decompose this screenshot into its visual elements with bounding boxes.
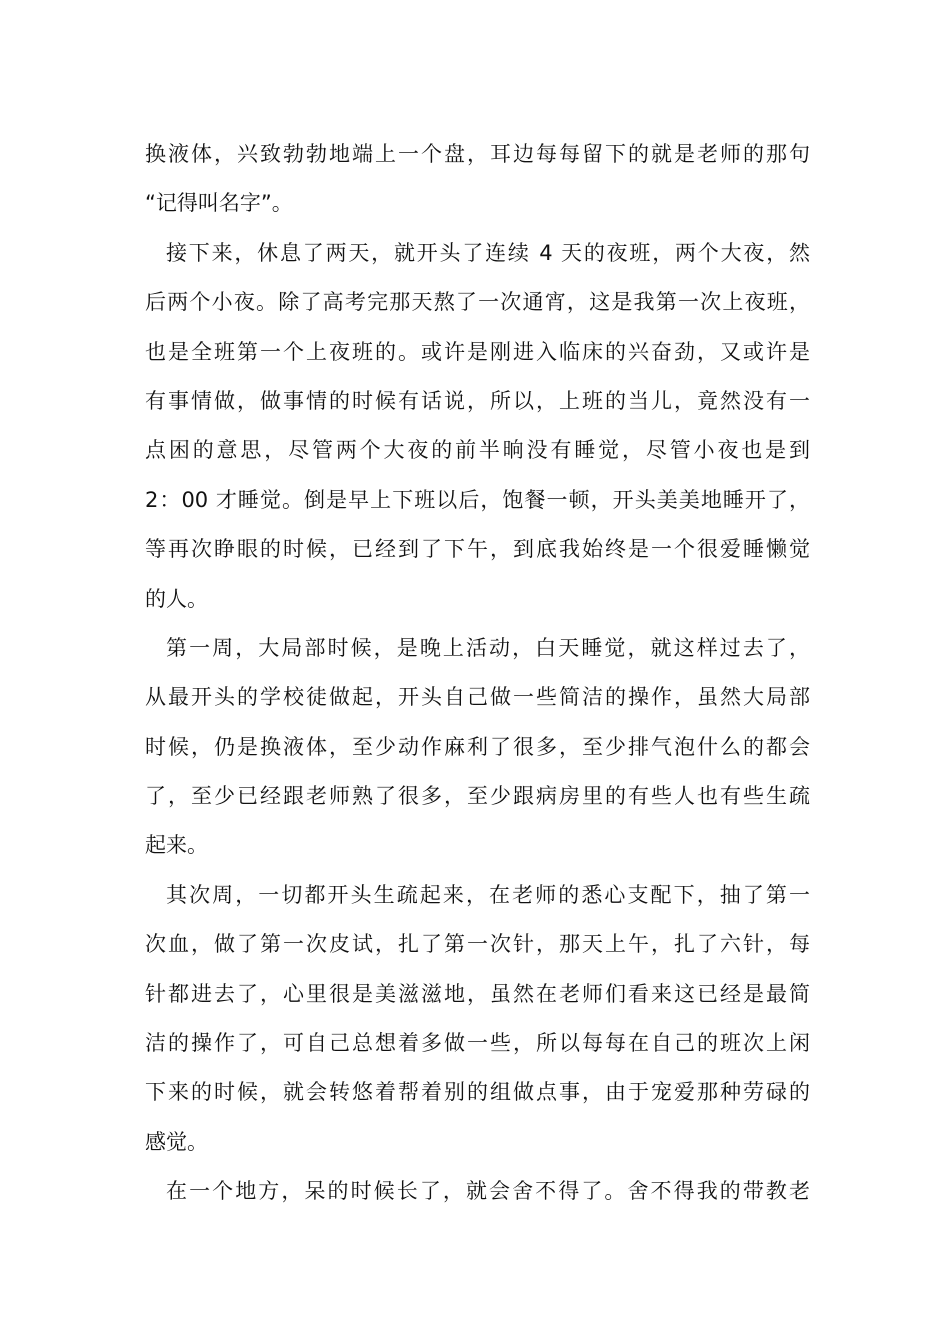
paragraph-3-line-2: 从最开头的学校徒做起，开头自己做一些简洁的操作，虽然大局部 xyxy=(145,685,810,710)
paragraph-3-line-5: 起来。 xyxy=(145,833,208,858)
paragraph-5-line-1: 在一个地方，呆的时候长了，就会舍不得了。舍不得我的带教老 xyxy=(166,1179,810,1204)
body-text xyxy=(145,130,810,1217)
paragraph-4-line-2: 次血，做了第一次皮试，扎了第一次针，那天上午，扎了六针，每 xyxy=(145,932,810,957)
paragraph-4-line-6: 感觉。 xyxy=(145,1129,208,1154)
paragraph-2-line-3: 也是全班第一个上夜班的。或许是刚进入临床的兴奋劲，又或许是 xyxy=(145,339,810,364)
paragraph-2-line-6: 2：00 才睡觉。倒是早上下班以后，饱餐一顿，开头美美地睡开了， xyxy=(145,487,810,512)
paragraph-1-line-1: 换液体，兴致勃勃地端上一个盘，耳边每每留下的就是老师的那句 xyxy=(145,142,810,166)
paragraph-2-line-2: 后两个小夜。除了高考完那天熬了一次通宵，这是我第一次上夜班， xyxy=(145,290,810,315)
paragraph-1-line-2: “记得叫名字”。 xyxy=(145,191,293,216)
paragraph-4-line-1: 其次周，一切都开头生疏起来，在老师的悉心支配下，抽了第一 xyxy=(166,882,810,907)
paragraph-4-line-5: 下来的时候，就会转悠着帮着别的组做点事，由于宠爱那种劳碌的 xyxy=(145,1080,810,1105)
paragraph-2-line-1: 接下来，休息了两天，就开头了连续 4 天的夜班，两个大夜，然 xyxy=(166,240,810,265)
paragraph-4-line-3: 针都进去了，心里很是美滋滋地，虽然在老师们看来这已经是最简 xyxy=(145,981,810,1006)
paragraph-2-line-4: 有事情做，做事情的时候有话说，所以，上班的当儿，竟然没有一 xyxy=(145,388,810,413)
paragraph-3-line-3: 时候，仍是换液体，至少动作麻利了很多，至少排气泡什么的都会 xyxy=(145,734,810,759)
paragraph-2-line-8: 的人。 xyxy=(145,586,208,611)
paragraph-2-line-7: 等再次睁眼的时候，已经到了下午，到底我始终是一个很爱睡懒觉 xyxy=(145,537,810,562)
paragraph-3-line-1: 第一周，大局部时候，是晚上活动，白天睡觉，就这样过去了， xyxy=(166,635,810,660)
paragraph-4-line-4: 洁的操作了，可自己总想着多做一些，所以每每在自己的班次上闲 xyxy=(145,1031,810,1056)
paragraph-2-line-5: 点困的意思，尽管两个大夜的前半晌没有睡觉，尽管小夜也是到 xyxy=(145,438,810,463)
paragraph-3-line-4: 了，至少已经跟老师熟了很多，至少跟病房里的有些人也有些生疏 xyxy=(145,784,810,809)
